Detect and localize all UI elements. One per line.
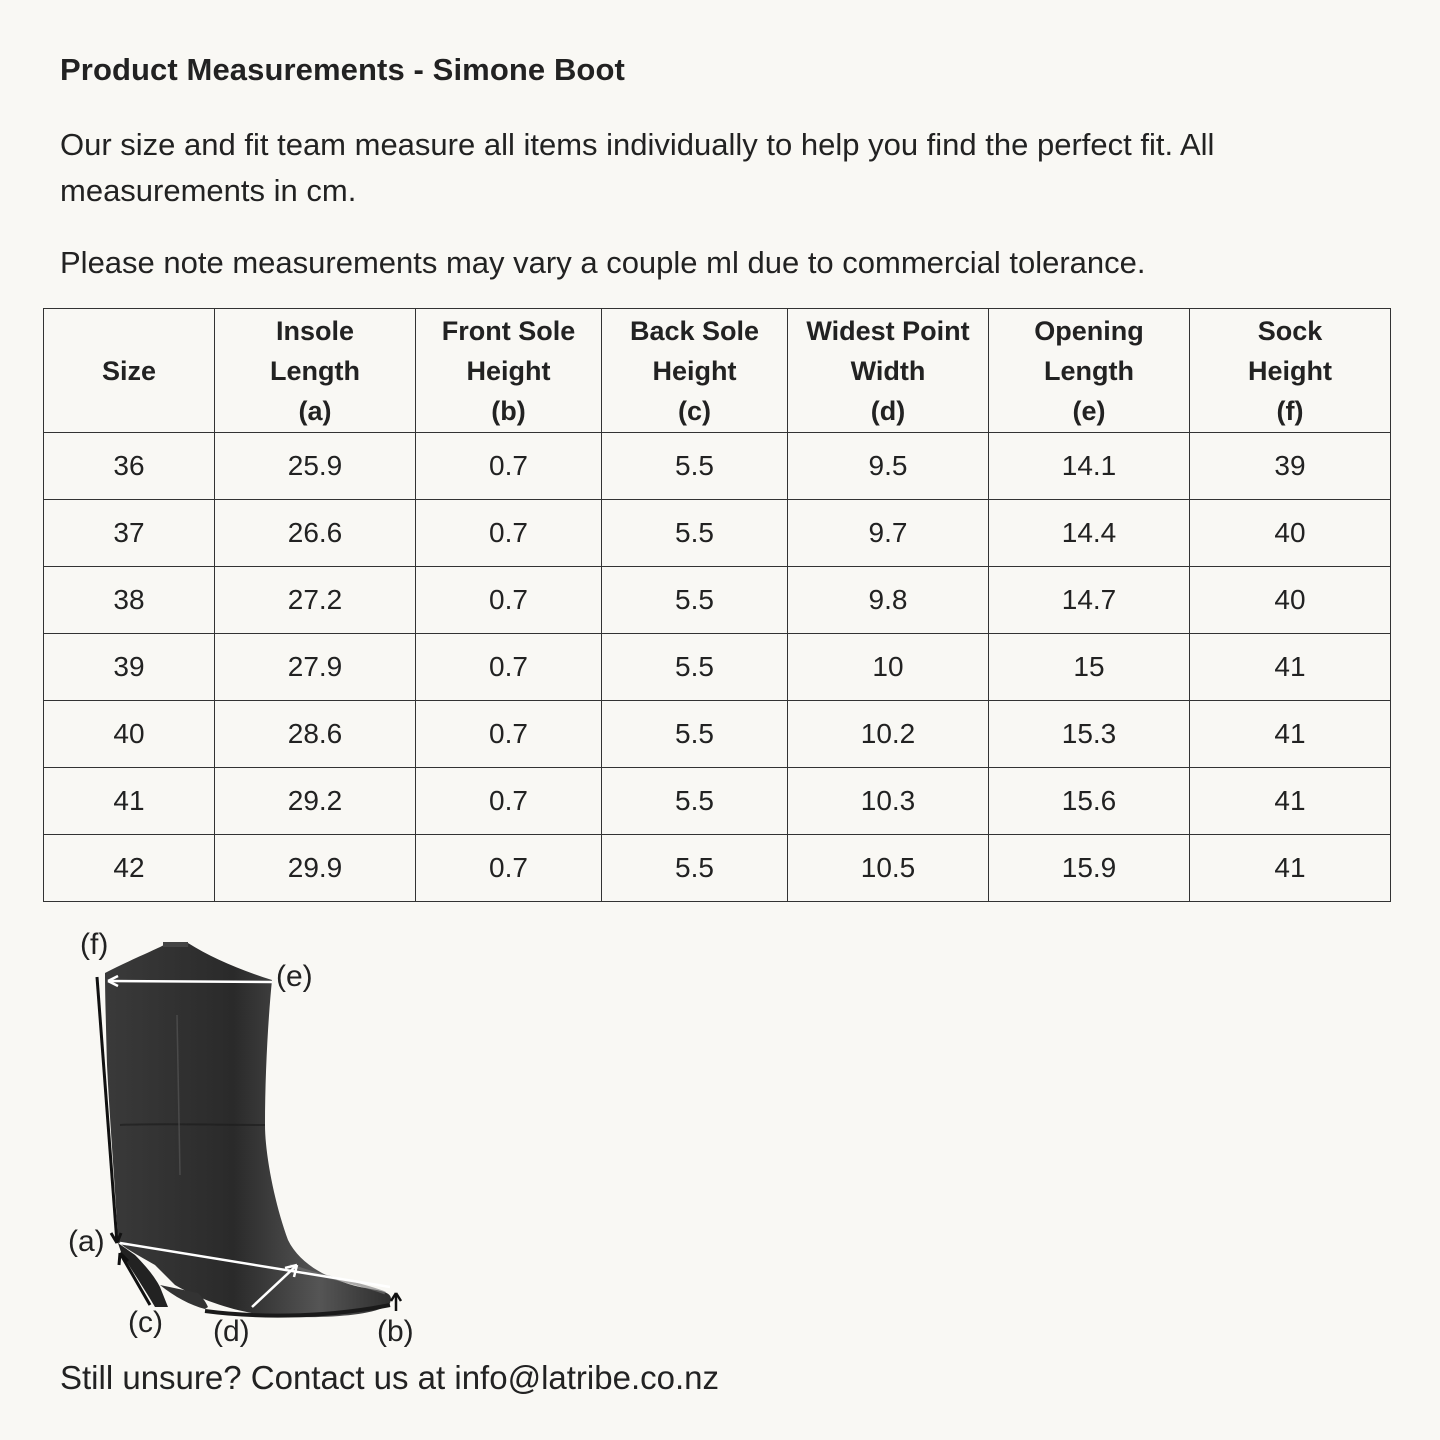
table-cell: 9.8: [788, 567, 989, 634]
table-cell: 10.5: [788, 835, 989, 902]
header-widest-point-width: Widest Point Width (d): [788, 309, 989, 433]
table-row: [44, 500, 1391, 567]
header-front-sole-height: Front Sole Height (b): [416, 309, 602, 433]
table-header-row: [44, 309, 1391, 433]
table-cell: 39: [44, 634, 215, 701]
table-row: [44, 768, 1391, 835]
table-cell: 15.6: [989, 768, 1190, 835]
table-row: [44, 701, 1391, 768]
header-insole-length: Insole Length (a): [215, 309, 416, 433]
table-cell: 5.5: [602, 701, 788, 768]
table-cell: 41: [1190, 701, 1391, 768]
table-cell: 42: [44, 835, 215, 902]
table-cell: 5.5: [602, 768, 788, 835]
opening-length-line: [108, 981, 272, 982]
table-cell: 41: [1190, 634, 1391, 701]
table-cell: 10: [788, 634, 989, 701]
table-cell: 9.5: [788, 433, 989, 500]
header-sock-height: Sock Height (f): [1190, 309, 1391, 433]
table-cell: 10.3: [788, 768, 989, 835]
table-cell: 27.9: [215, 634, 416, 701]
table-cell: 40: [1190, 500, 1391, 567]
table-cell: 40: [1190, 567, 1391, 634]
header-opening-length: Opening Length (e): [989, 309, 1190, 433]
table-row: [44, 433, 1391, 500]
table-cell: 5.5: [602, 567, 788, 634]
header-back-sole-height: Back Sole Height (c): [602, 309, 788, 433]
label-a: (a): [68, 1225, 105, 1258]
table-cell: 27.2: [215, 567, 416, 634]
table-row: [44, 634, 1391, 701]
boot-diagram: [60, 925, 440, 1355]
table-cell: 0.7: [416, 567, 602, 634]
table-cell: 14.1: [989, 433, 1190, 500]
table-cell: 25.9: [215, 433, 416, 500]
table-row: [44, 567, 1391, 634]
intro-text: Our size and fit team measure all items individually to help you find the perfect fit. All measurements in cm.: [60, 127, 1215, 208]
boot-shaft-shape: [105, 943, 391, 1317]
table-cell: 10.2: [788, 701, 989, 768]
table-cell: 41: [44, 768, 215, 835]
label-c: (c): [128, 1306, 163, 1339]
label-e: (e): [276, 960, 313, 993]
table-cell: 38: [44, 567, 215, 634]
table-cell: 26.6: [215, 500, 416, 567]
table-cell: 0.7: [416, 701, 602, 768]
table-cell: 9.7: [788, 500, 989, 567]
table-cell: 28.6: [215, 701, 416, 768]
table-cell: 5.5: [602, 634, 788, 701]
table-cell: 5.5: [602, 433, 788, 500]
table-cell: 41: [1190, 835, 1391, 902]
table-cell: 14.4: [989, 500, 1190, 567]
boot-illustration: [60, 925, 440, 1355]
table-cell: 5.5: [602, 835, 788, 902]
table-cell: 39: [1190, 433, 1391, 500]
table-cell: 40: [44, 701, 215, 768]
measurements-table: [43, 308, 1391, 902]
contact-footer: Still unsure? Contact us at info@latribe.co.nz: [60, 1359, 720, 1396]
table-row: [44, 835, 1391, 902]
label-b: (b): [377, 1315, 414, 1348]
header-size: Size: [44, 309, 215, 433]
table-cell: 29.2: [215, 768, 416, 835]
table-cell: 37: [44, 500, 215, 567]
table-cell: 14.7: [989, 567, 1190, 634]
table-cell: 0.7: [416, 835, 602, 902]
table-cell: 15: [989, 634, 1190, 701]
label-d: (d): [213, 1315, 250, 1348]
table-cell: 0.7: [416, 634, 602, 701]
table-cell: 15.9: [989, 835, 1190, 902]
table-cell: 0.7: [416, 500, 602, 567]
page-title: Product Measurements - Simone Boot: [60, 52, 625, 87]
table-cell: 29.9: [215, 835, 416, 902]
table-cell: 0.7: [416, 768, 602, 835]
table-cell: 41: [1190, 768, 1391, 835]
table-cell: 36: [44, 433, 215, 500]
tolerance-note: Please note measurements may vary a couple ml due to commercial tolerance.: [60, 245, 1146, 280]
table-cell: 15.3: [989, 701, 1190, 768]
table-cell: 0.7: [416, 433, 602, 500]
table-cell: 5.5: [602, 500, 788, 567]
label-f: (f): [80, 928, 109, 961]
